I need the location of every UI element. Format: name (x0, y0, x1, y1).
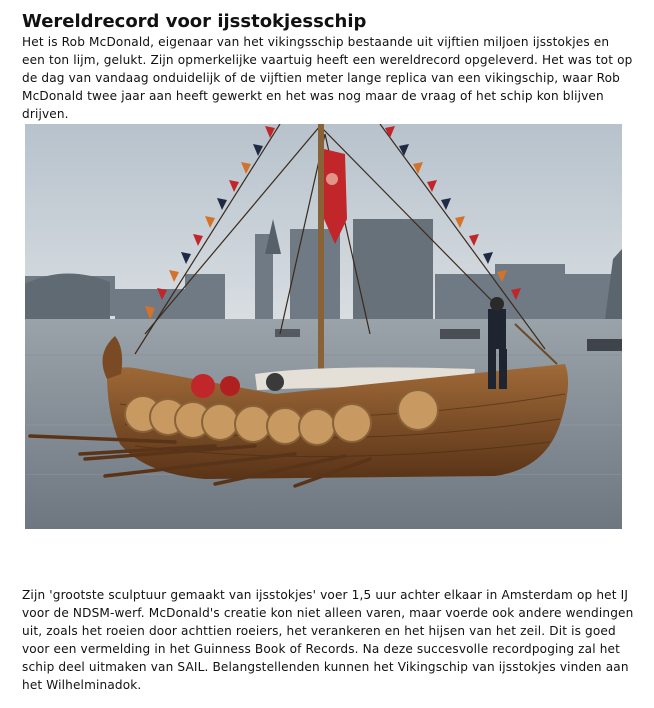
intro-paragraph: Het is Rob McDonald, eigenaar van het vikingsschip bestaande uit vijftien miljoen ijsstokjes en een ton lijm, gelukt. Zijn opmerkelijke vaartuig heeft een wereldrecord opgeleverd. Het was tot op de dag van vandaag onduidelijk of de vijftien meter lange replica van een vikingschip, waar Rob McDonald twee jaar aan heeft gewerkt en het was nog maar de vraag of het schip kon blijven drijven. (22, 35, 633, 121)
article-title: Wereldrecord voor ijsstokjesschip (22, 11, 367, 32)
body-paragraph: Zijn 'grootste sculptuur gemaakt van ijsstokjes' voer 1,5 uur achter elkaar in Amsterdam op het IJ voor de NDSM-werf. McDonald's creatie kon niet alleen varen, maar voerde ook andere wendingen uit, zoals het roeien door achttien roeiers, het verankeren en het hijsen van het zeil. Dit is goed voor een vermelding in het Guinness Book of Records. Na deze succesvolle recordpoging zal het schip deel uitmaken van SAIL. Belangstellenden kunnen het Vikingschip van ijsstokjes vinden aan het Wilhelminadok. (22, 588, 634, 692)
viking-ship-photo (25, 124, 622, 529)
mast (318, 124, 324, 384)
